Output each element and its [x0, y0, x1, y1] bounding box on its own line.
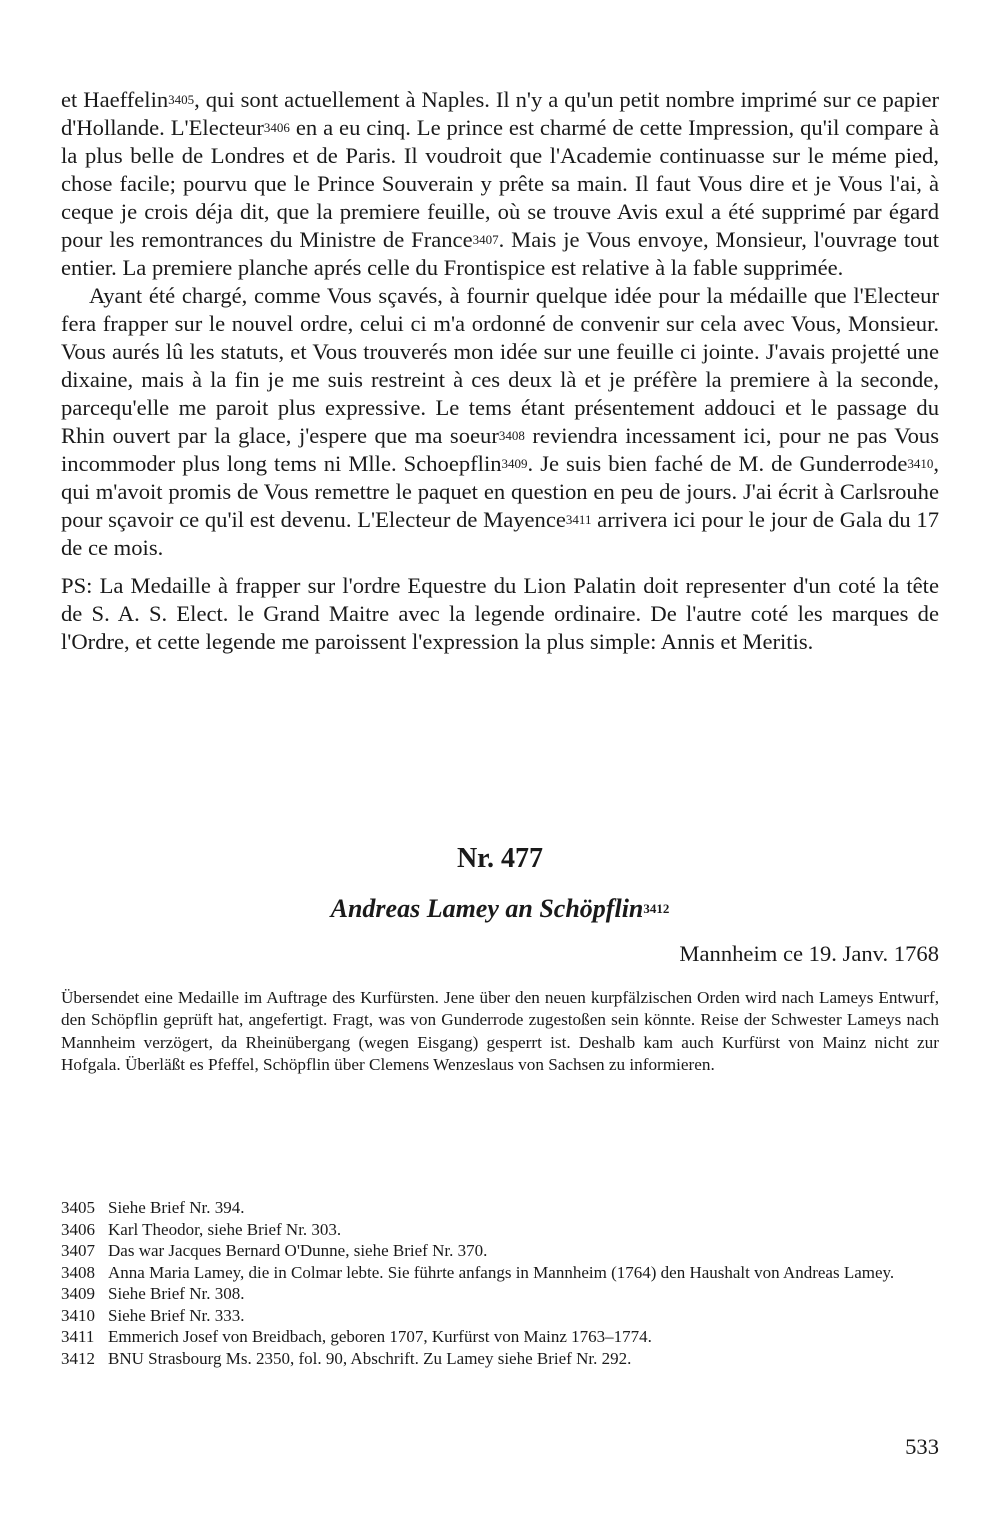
footnote-number: 3412 — [61, 1348, 95, 1368]
footnote-item — [61, 1283, 939, 1305]
footnote-text: Siehe Brief Nr. 394. — [108, 1198, 245, 1217]
footnote-number: 3407 — [61, 1241, 95, 1260]
footnote-number: 3405 — [61, 1198, 95, 1217]
footnote-item — [61, 1305, 939, 1327]
text-run: Ayant été chargé, comme Vous sçavés, à fournir quelque idée pour la médaille que l'Electeur fera frapper sur le nouvel ordre, celui ci m'a ordonné de convenir sur cela avec Vous, Monsieur. Vous aurés lû les statuts, et Vous trouverés mon idée sur une feuille ci jointe. J'avais projetté une dixaine, mais à la fin je me suis restreint à ces deux là et je préfère la premiere à la seconde, parcequ'elle me paroit plus expressive. Le tems étant présentement addouci et le passage du Rhin ouvert par la glace, j'espere que ma soeur — [61, 283, 939, 448]
footnote-number: 3410 — [61, 1305, 95, 1325]
footnote-ref-3407[interactable]: 3407 — [472, 232, 499, 247]
footnote-number: 3406 — [61, 1219, 95, 1239]
footnote-ref-3411[interactable]: 3411 — [565, 512, 592, 527]
text-run: en a eu cinq. Le prince est charmé de cette Impression, qu'il compare à la plus belle de Londres et de Paris. Il voudroit que l'Academie continuasse sur le méme pied, chose facile; pourvu que le Prince Souverain y prête sa main. Il faut Vous dire et je Vous l'ai, à ceque je crois déja dit, que la premiere feuille, où se trouve Avis exul a été supprimé par égard pour les remontrances du Ministre de France — [61, 115, 940, 252]
footnote-text: Karl Theodor, siehe Brief Nr. 303. — [108, 1219, 342, 1239]
text-run: reviendra incessament ici, pour ne pas Vous incommoder plus long tems ni Mlle. Schoepflin — [61, 423, 939, 476]
text-run: . Je suis bien faché de M. de Gunderrode — [527, 451, 908, 476]
footnote-text: Anna Maria Lamey, die in Colmar lebte. Sie führte anfangs in Mannheim (1764) den Haushalt von Andreas Lamey. — [108, 1262, 895, 1282]
footnote-item — [61, 1348, 939, 1370]
footnote-ref-3406[interactable]: 3406 — [263, 120, 290, 135]
footnote-item — [61, 1326, 939, 1348]
footnote-number: 3408 — [61, 1262, 95, 1282]
letter-title-text: Andreas Lamey an Schöpflin — [330, 894, 644, 923]
footnote-ref-3409[interactable]: 3409 — [501, 456, 528, 471]
letter-title — [61, 893, 939, 925]
letter-number-heading: Nr. 477 — [456, 843, 544, 874]
footnote-text: Siehe Brief Nr. 333. — [108, 1305, 245, 1325]
footnote-item — [61, 1262, 939, 1284]
letter-summary: Übersendet eine Medaille im Auftrage des Kurfürsten. Jene über den neuen kurpfälzischen Orden wird nach Lameys Entwurf, den Schöpflin geprüft hat, angefertigt. Fragt, was von Gunderrode zugestoßen sein könnte. Reise der Schwester Lameys nach Mannheim verzögert, da Rheinübergang (wegen Eisgang) gesperrt ist. Deshalb kam auch Kurfürst von Mainz nicht zur Hofgala. Überläßt es Pfeffel, Schöpflin über Clemens Wenzeslaus von Sachsen zu informieren. — [61, 988, 939, 1075]
footnote-item — [61, 1197, 939, 1219]
letter-date: Mannheim ce 19. Janv. 1768 — [679, 941, 939, 966]
text-run: arrivera ici pour le jour de Gala du 17 de ce mois. — [61, 507, 939, 560]
footnote-ref-3412[interactable]: 3412 — [643, 901, 670, 916]
letter-paragraph-2 — [61, 282, 939, 562]
footnote-text: Das war Jacques Bernard O'Dunne, siehe Brief Nr. 370. — [108, 1241, 488, 1260]
footnote-item — [61, 1240, 939, 1262]
footnote-number: 3409 — [61, 1284, 95, 1303]
footnote-ref-3405[interactable]: 3405 — [168, 92, 195, 107]
letter-paragraph-1 — [61, 86, 939, 282]
footnote-item — [61, 1219, 939, 1241]
text-run: , qui m'avoit promis de Vous remettre le paquet en question en peu de jours. J'ai écrit à Carlsrouhe pour sçavoir ce qu'il est devenu. L'Electeur de Mayence — [61, 451, 940, 532]
postscript: PS: La Medaille à frapper sur l'ordre Equestre du Lion Palatin doit representer d'un coté la tête de S. A. S. Elect. le Grand Maitre avec la legende ordinaire. De l'autre coté les marques de l'Ordre, et cette legende me paroissent l'expression la plus simple: Annis et Meritis. — [61, 573, 939, 654]
text-run: et Haeffelin — [61, 87, 169, 112]
footnote-text: BNU Strasbourg Ms. 2350, fol. 90, Abschrift. Zu Lamey siehe Brief Nr. 292. — [108, 1348, 632, 1368]
text-run: , qui sont actuellement à Naples. Il n'y a qu'un petit nombre imprimé sur ce papier d'Hollande. L'Electeur — [61, 87, 939, 140]
footnote-ref-3410[interactable]: 3410 — [907, 456, 934, 471]
text-run: . Mais je Vous envoye, Monsieur, l'ouvrage tout entier. La premiere planche aprés celle du Frontispice est relative à la fable supprimée. — [61, 227, 939, 280]
footnotes-list — [61, 1197, 939, 1369]
page-number: 533 — [905, 1434, 939, 1459]
footnote-number: 3411 — [61, 1327, 95, 1346]
footnote-ref-3408[interactable]: 3408 — [498, 428, 525, 443]
footnote-text: Emmerich Josef von Breidbach, geboren 1707, Kurfürst von Mainz 1763–1774. — [108, 1327, 652, 1346]
footnote-text: Siehe Brief Nr. 308. — [108, 1284, 245, 1303]
letter-body — [61, 86, 939, 656]
